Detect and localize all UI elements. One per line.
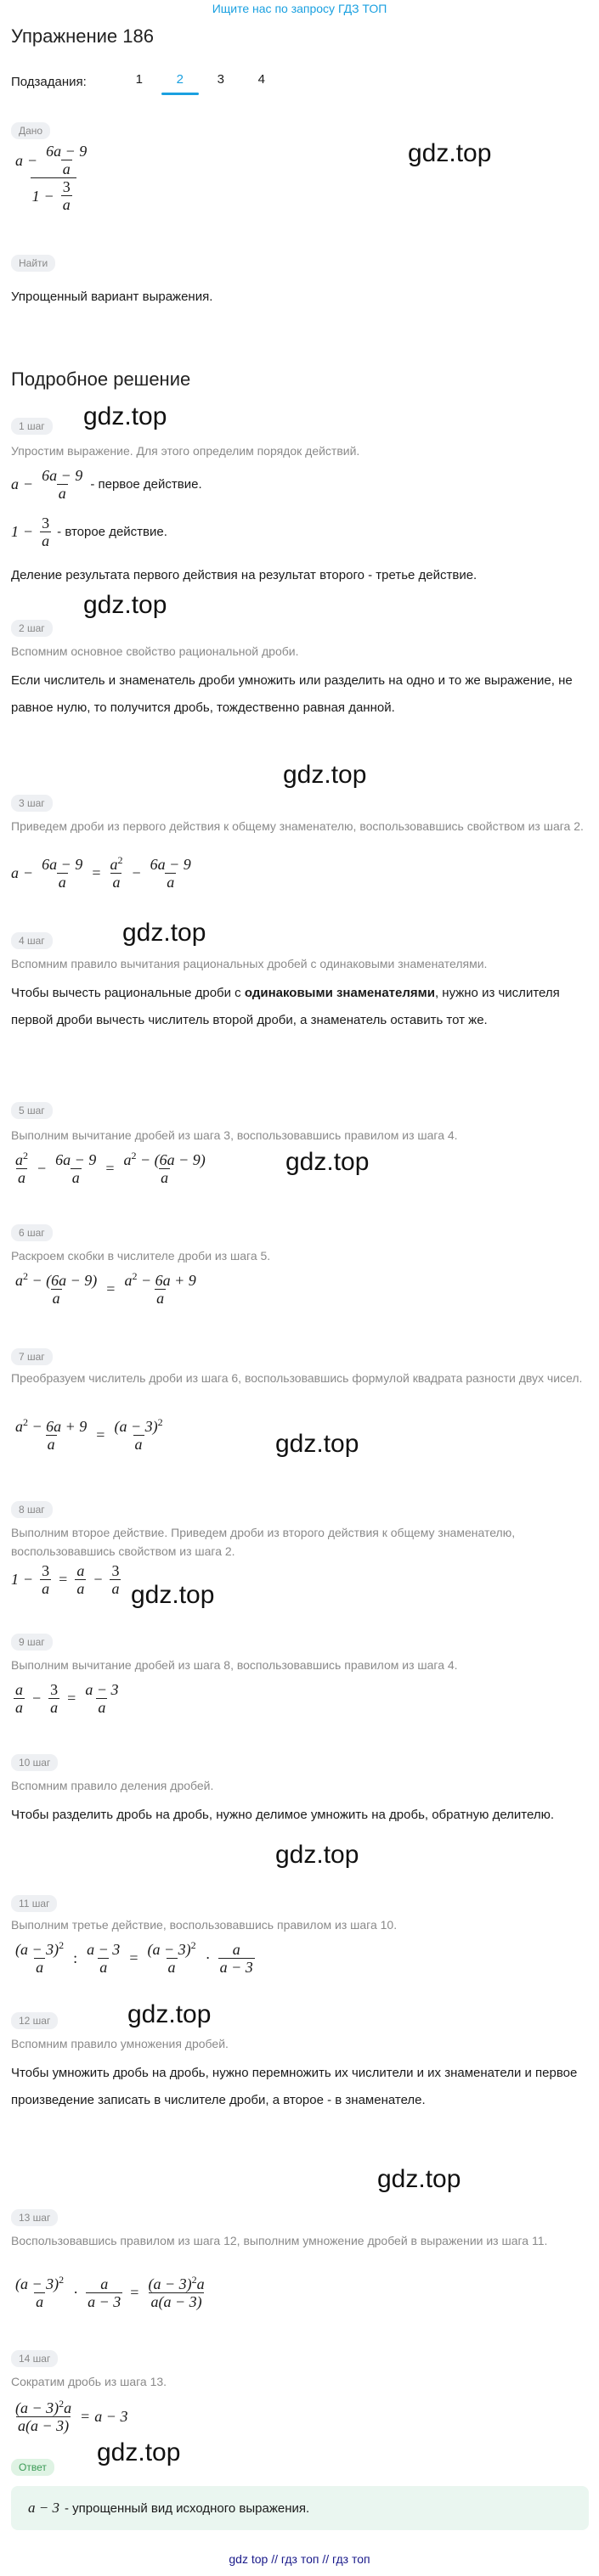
step-14-math: $\frac{(a - 3)^2a}{a(a - 3)}$ = a − 3 [15,2398,128,2434]
watermark: gdz.top [83,402,167,430]
step-13-math: $\frac{(a - 3)^2}{a}$ · $\frac{a}{a - 3}$ = $\frac{(a - 3)^2a}{a(a - 3)}$ [15,2274,205,2310]
step-2-note: Вспомним основное свойство рациональной дроби. [11,644,299,658]
watermark: gdz.top [83,591,167,619]
watermark: gdz.top [283,761,367,789]
step-3-tag: 3 шаг [11,795,53,812]
step-1-math-b: 1 − $\frac{3}{a}$ - второе действие. [11,515,167,549]
step-5-note: Выполним вычитание дробей из шага 3, воспользовавшись правилом из шага 4. [11,1128,458,1142]
answer-text: - упрощенный вид исходного выражения. [64,2500,310,2516]
step-5-math: $\frac{a^2}{a}$ − $\frac{6a - 9}{a}$ = $\frac{a^2 - (6a - 9)}{a}$ [15,1150,206,1186]
top-banner [0,0,599,19]
step-11-math: $\frac{(a - 3)^2}{a}$ : $\frac{a - 3}{a}$ = $\frac{(a - 3)^2}{a}$ · $\frac{a}{a - 3}$ [15,1939,253,1976]
step-9-math: $\frac{a}{a}$ − $\frac{3}{a}$ = $\frac{a - 3}{a}$ [15,1681,119,1716]
footer: gdz top // гдз топ // гдз топ [229,2552,370,2566]
watermark: gdz.top [408,139,492,167]
step-3-note: Приведем дроби из первого действия к общему знаменателю, воспользовавшись свойством из шага 2. [11,819,584,833]
tab-3[interactable]: 3 [217,72,224,87]
subtasks-label: Подзадания: [11,74,87,89]
find-tag: Найти [11,255,55,272]
answer-tag: Ответ [11,2459,54,2476]
watermark: gdz.top [97,2438,181,2466]
step-6-math: $\frac{a^2 - (6a - 9)}{a}$ = $\frac{a^2 - 6a + 9}{a}$ [15,1270,196,1307]
step-12-tag: 12 шаг [11,2012,58,2029]
step-2-tag: 2 шаг [11,620,53,637]
step-8-math: 1 − $\frac{3}{a}$ = $\frac{a}{a}$ − $\frac{3}{a}$ [11,1562,120,1597]
step-13-note: Воспользовавшись правилом из шага 12, выполним умножение дробей в выражении из шага 11. [11,2234,548,2247]
page-title: Упражнение 186 [11,25,154,47]
step-4-tag: 4 шаг [11,932,53,949]
step-4-note: Вспомним правило вычитания рациональных дробей с одинаковыми знаменателями. [11,957,488,970]
watermark: gdz.top [275,1430,359,1458]
watermark: gdz.top [377,2165,461,2193]
step-7-tag: 7 шаг [11,1348,53,1365]
watermark: gdz.top [275,1841,359,1869]
step-8-note: Выполним второе действие. Приведем дроби из второго действия к общему знаменателю, воспользовавшись свойством из шага 2. [11,1526,516,1558]
tab-4[interactable]: 4 [257,72,265,87]
step-14-note: Сократим дробь из шага 13. [11,2375,167,2388]
step-5-tag: 5 шаг [11,1102,53,1119]
step-7-note: Преобразуем числитель дроби из шага 6, воспользовавшись формулой квадрата разности двух чисел. [11,1371,583,1385]
step-1-note: Упростим выражение. Для этого определим порядок действий. [11,444,360,458]
step-10-note: Вспомним правило деления дробей. [11,1779,214,1792]
step-11-note: Выполним третье действие, воспользовавшись правилом из шага 10. [11,1918,398,1932]
step-6-note: Раскроем скобки в числителе дроби из шага 5. [11,1249,271,1263]
step-14-tag: 14 шаг [11,2350,58,2367]
step-1-math-a: a − $\frac{6a - 9}{a}$ - первое действие. [11,467,202,502]
step-9-note: Выполним вычитание дробей из шага 8, воспользовавшись правилом из шага 4. [11,1658,458,1672]
tab-2[interactable]: 2 [160,71,201,92]
subtasks-nav [11,71,282,92]
top-link[interactable]: Ищите нас по запросу ГДЗ ТОП [212,2,387,15]
step-3-math: a − $\frac{6a - 9}{a}$ = $\frac{a^2}{a}$ − $\frac{6a - 9}{a}$ [11,854,191,891]
step-13-tag: 13 шаг [11,2209,58,2226]
step-1-tag: 1 шаг [11,418,53,435]
step-2-text: Если числитель и знаменатель дроби умножить или разделить на одно и то же выражение, не равное нулю, то получится дробь, тождественно равная данной. [11,673,573,715]
solution-title: Подробное решение [11,368,191,390]
watermark: gdz.top [122,919,206,947]
given-tag: Дано [11,122,50,139]
step-10-text: Чтобы разделить дробь на дробь, нужно делимое умножить на дробь, обратную делителю. [11,1808,555,1822]
find-text: Упрощенный вариант выражения. [11,290,213,304]
step-1-second: - второе действие. [57,525,167,539]
step-12-text: Чтобы умножить дробь на дробь, нужно перемножить их числители и их знаменатели и первое произведение записать в числителе дроби, а второе - в знаменателе. [11,2066,578,2107]
tab-1[interactable]: 1 [135,72,143,87]
watermark: gdz.top [127,2000,212,2028]
step-8-tag: 8 шаг [11,1501,53,1518]
watermark: gdz.top [131,1581,215,1609]
step-6-tag: 6 шаг [11,1224,53,1241]
step-9-tag: 9 шаг [11,1634,53,1651]
watermark: gdz.top [285,1148,370,1176]
step-11-tag: 11 шаг [11,1895,57,1912]
step-7-math: $\frac{a^2 - 6a + 9}{a}$ = $\frac{(a - 3)^2}{a}$ [15,1416,163,1453]
step-4-text: Чтобы вычесть рациональные дроби с одинаковыми знаменателями, нужно из числителя первой дроби вычесть числитель второй дроби, а знаменатель оставить тот же. [11,986,560,1027]
step-1-first: - первое действие. [90,477,202,492]
step-1-third: Деление результата первого действия на результат второго - третье действие. [11,568,478,582]
step-12-note: Вспомним правило умножения дробей. [11,2037,229,2050]
given-expression: a − $\frac{6a - 9}{a}$ 1 − $\frac{3}{a}$ [15,143,88,213]
answer-box: a − 3 - упрощенный вид исходного выражения. [11,2486,589,2530]
step-10-tag: 10 шаг [11,1754,58,1771]
